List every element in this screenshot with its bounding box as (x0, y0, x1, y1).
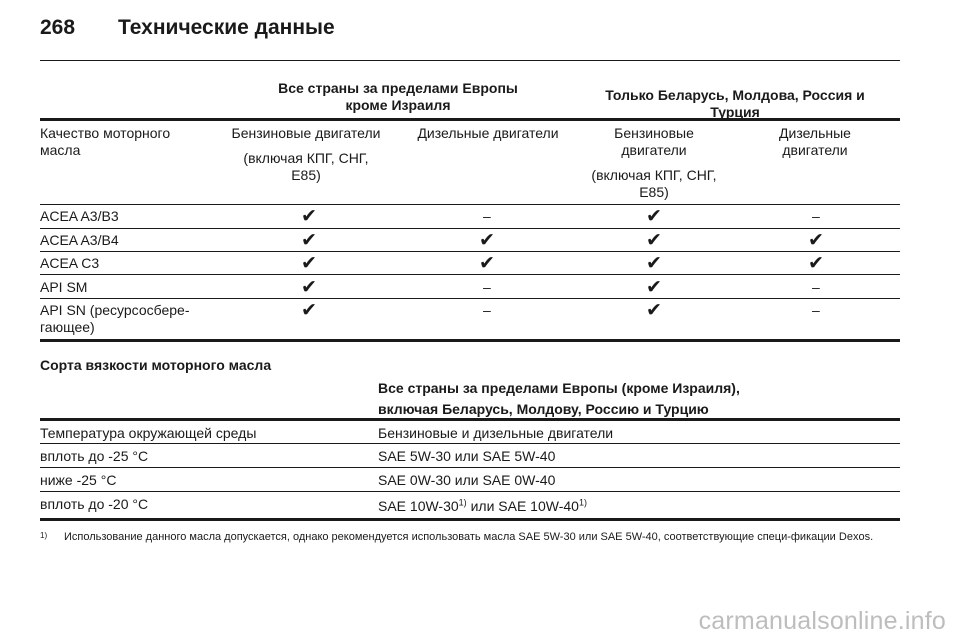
dash-mark: – (812, 302, 820, 318)
table-top-rule (40, 118, 900, 121)
col-header-quality: Качество моторного масла (40, 125, 171, 158)
section-title: Сорта вязкости моторного масла (40, 357, 272, 373)
check-mark-icon: ✔ (301, 253, 317, 274)
row-rule (40, 467, 900, 468)
check-mark-icon: ✔ (479, 253, 495, 274)
table-bottom-rule (40, 339, 900, 342)
row-label: ACEA C3 (40, 255, 100, 271)
col-header-europe-diesel: Дизельные двигатели (417, 125, 559, 141)
viscosity-bottom-rule (40, 518, 900, 521)
viscosity-temp: вплоть до -20 °C (40, 496, 149, 512)
page-title: Технические данные (118, 16, 335, 39)
col-header-europe-petrol: Бензиновые двигатели (включая КПГ, СНГ, E85) (231, 125, 381, 183)
viscosity-top-rule (40, 418, 900, 421)
viscosity-grade: SAE 10W-30$^{1)}$ или SAE 10W-40$^{1)}$ (378, 497, 587, 514)
footnote-ref: 1) (578, 497, 587, 508)
row-label: API SN (ресурсосбере- гающее) (40, 302, 190, 335)
dash-mark: – (483, 208, 491, 224)
check-mark-icon: ✔ (808, 253, 824, 274)
row-label: API SM (40, 279, 88, 295)
check-mark-icon: ✔ (646, 277, 662, 298)
row-label: ACEA A3/B4 (40, 232, 119, 248)
row-rule (40, 443, 900, 444)
dash-mark: – (812, 208, 820, 224)
header-rule (40, 60, 900, 61)
row-rule (40, 228, 900, 229)
group-header-cis: Только Беларусь, Молдова, Россия и Турция (605, 87, 865, 120)
footnote-ref: 1) (458, 497, 467, 508)
footnote-text: Использование данного масла допускается, однако рекомендуется использовать масла SAE 5W-30 или SAE 5W-40, соответствующие специ-фикации Dexos. (64, 531, 874, 543)
viscosity-group-header: Все страны за пределами Европы (кроме Израиля), включая Беларусь, Молдову, Россию и Турцию (378, 380, 740, 417)
check-mark-icon: ✔ (646, 253, 662, 274)
check-mark-icon: ✔ (808, 230, 824, 251)
col-header-temperature: Температура окружающей среды (40, 425, 257, 441)
group-header-europe: Все страны за пределами Европы кроме Израиля (278, 80, 518, 113)
check-mark-icon: ✔ (301, 206, 317, 227)
col-header-engines: Бензиновые и дизельные двигатели (378, 425, 614, 441)
col-header-cis-diesel: Дизельные двигатели (779, 125, 851, 158)
check-mark-icon: ✔ (646, 300, 662, 321)
row-label: ACEA A3/B3 (40, 208, 119, 224)
viscosity-grade: SAE 5W-30 или SAE 5W-40 (378, 448, 556, 464)
watermark: carmanualsonline.info (698, 607, 946, 635)
page-number: 268 (40, 16, 76, 39)
viscosity-temp: ниже -25 °C (40, 472, 117, 488)
row-rule (40, 251, 900, 252)
viscosity-temp: вплоть до -25 °C (40, 448, 149, 464)
dash-mark: – (483, 279, 491, 295)
dash-mark: – (812, 279, 820, 295)
check-mark-icon: ✔ (646, 206, 662, 227)
footnote-mark: 1) (40, 531, 48, 540)
check-mark-icon: ✔ (646, 230, 662, 251)
row-rule (40, 298, 900, 299)
row-rule (40, 491, 900, 492)
check-mark-icon: ✔ (301, 300, 317, 321)
col-header-cis-petrol: Бензиновые двигатели (включая КПГ, СНГ, E85) (591, 125, 717, 200)
dash-mark: – (483, 302, 491, 318)
check-mark-icon: ✔ (301, 277, 317, 298)
check-mark-icon: ✔ (301, 230, 317, 251)
header-bottom-rule (40, 204, 900, 205)
check-mark-icon: ✔ (479, 230, 495, 251)
viscosity-grade: SAE 0W-30 или SAE 0W-40 (378, 472, 556, 488)
row-rule (40, 274, 900, 275)
